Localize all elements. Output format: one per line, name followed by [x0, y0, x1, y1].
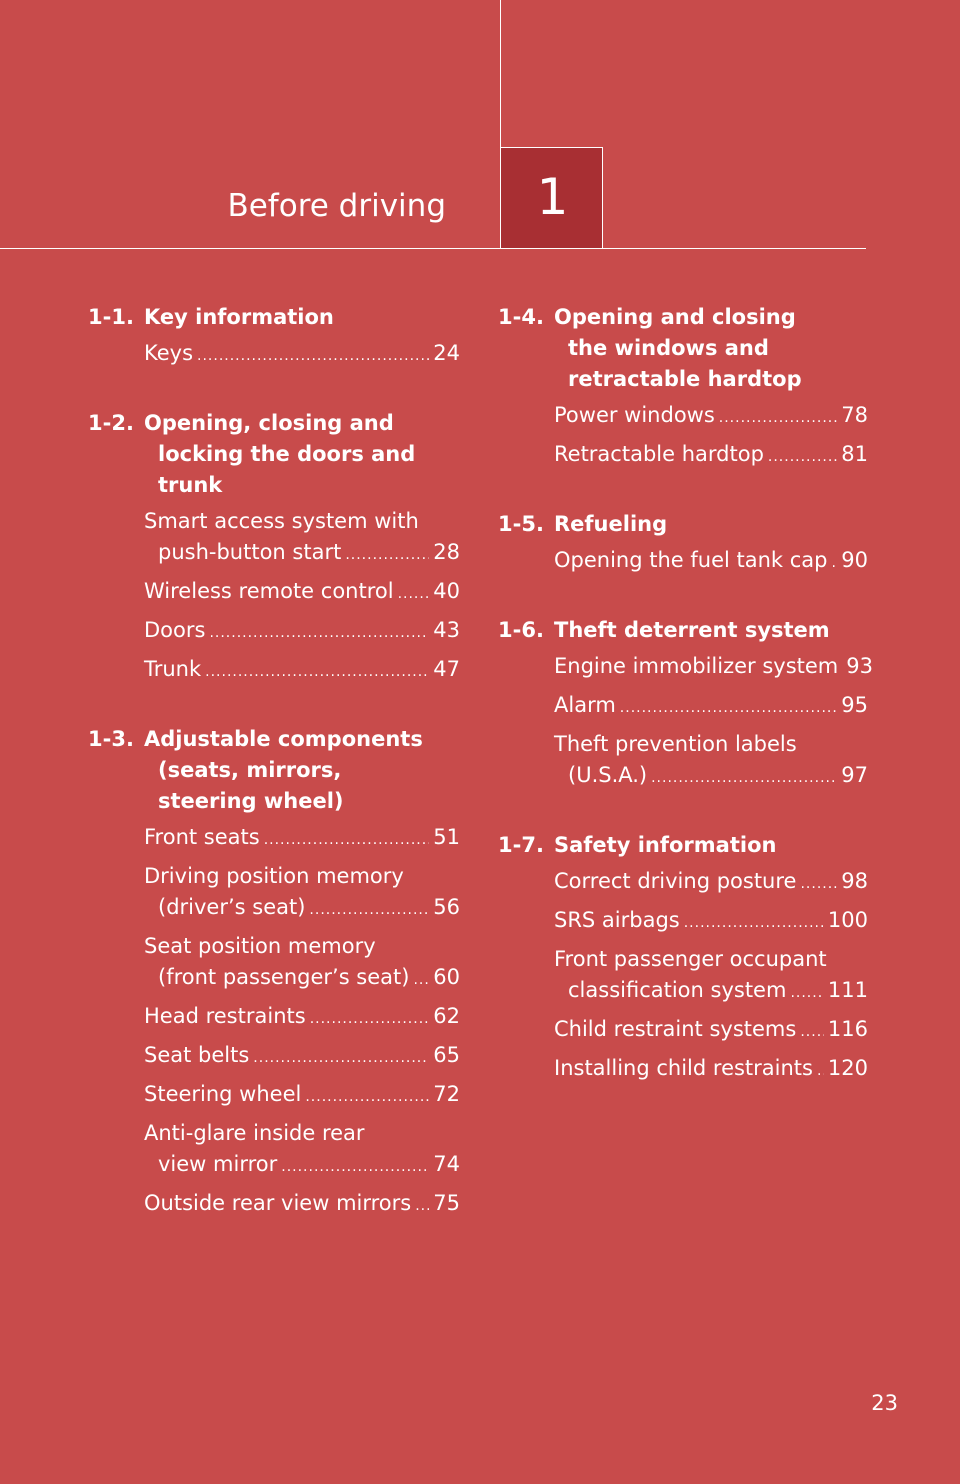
chapter-number: 1 — [536, 168, 569, 226]
toc-entry[interactable] — [144, 654, 460, 688]
entry-row — [144, 1001, 460, 1035]
section-title — [144, 408, 460, 501]
toc-entry[interactable] — [144, 615, 460, 649]
section-number: 1-6. — [498, 618, 544, 642]
section-title — [554, 830, 868, 861]
entry-text: Steering wheel — [144, 1082, 302, 1106]
section-number: 1-1. — [88, 305, 134, 329]
toc-section — [498, 509, 868, 579]
entry-text: Doors — [144, 618, 206, 642]
entry-row — [554, 866, 868, 900]
dot-leader — [800, 1017, 824, 1048]
entry-page-number: 47 — [433, 657, 460, 681]
section-number: 1-5. — [498, 512, 544, 536]
toc-section — [498, 302, 868, 473]
entry-text-line: Smart access system with — [144, 509, 419, 533]
toc-entry[interactable] — [554, 690, 868, 724]
entry-page-number: 75 — [433, 1191, 460, 1215]
entry-page-number: 62 — [433, 1004, 460, 1028]
entry-text: Installing child restraints — [554, 1056, 813, 1080]
entry-text: Engine immobilizer system — [554, 654, 839, 678]
dot-leader — [651, 763, 837, 794]
dot-leader — [281, 1152, 429, 1183]
entry-row — [144, 654, 460, 688]
dot-leader — [620, 693, 837, 724]
entry-page-number: 56 — [433, 895, 460, 919]
toc-section — [498, 830, 868, 1087]
section-heading — [498, 302, 868, 395]
dot-leader — [197, 341, 429, 372]
toc-entry[interactable] — [144, 506, 460, 571]
section-title-line: Theft deterrent system — [554, 618, 830, 642]
entry-text-line: Driving position memory — [144, 864, 404, 888]
chapter-number-box — [500, 147, 603, 249]
entry-text-line: Front passenger occupant — [554, 947, 827, 971]
toc-entry[interactable] — [144, 822, 460, 856]
entry-row — [554, 545, 868, 579]
section-title — [554, 509, 868, 540]
section-title-line: Refueling — [554, 512, 668, 536]
section-heading — [498, 615, 868, 646]
entry-row — [144, 576, 460, 610]
entry-row — [144, 1079, 460, 1113]
entry-page-number: 90 — [841, 548, 868, 572]
toc-entry[interactable] — [144, 861, 460, 926]
entry-text: (front passenger’s seat) — [158, 965, 410, 989]
dot-leader — [398, 579, 430, 610]
toc-entry[interactable] — [144, 1118, 460, 1183]
dot-leader — [768, 442, 837, 473]
toc-entry[interactable] — [144, 931, 460, 996]
entry-row — [554, 651, 873, 685]
entry-text: Retractable hardtop — [554, 442, 764, 466]
entry-text: Trunk — [144, 657, 202, 681]
toc-entry[interactable] — [144, 1040, 460, 1074]
entry-page-number: 72 — [433, 1082, 460, 1106]
toc-entry[interactable] — [554, 944, 868, 1009]
section-title-line: Opening, closing and — [144, 411, 394, 435]
entry-text: Alarm — [554, 693, 616, 717]
toc-entry[interactable] — [554, 1014, 868, 1048]
entry-page-number: 65 — [433, 1043, 460, 1067]
entry-page-number: 81 — [841, 442, 868, 466]
page-number: 23 — [871, 1391, 898, 1415]
toc-entry[interactable] — [144, 1188, 460, 1222]
entry-row — [144, 537, 460, 571]
section-title-line: Key information — [144, 305, 334, 329]
toc-entry[interactable] — [554, 1053, 868, 1087]
entry-page-number: 51 — [433, 825, 460, 849]
entry-row — [144, 822, 460, 856]
entry-page-number: 97 — [841, 763, 868, 787]
section-heading — [88, 408, 460, 501]
toc-entry[interactable] — [554, 651, 873, 685]
entry-text: view mirror — [158, 1152, 278, 1176]
entry-row — [554, 400, 868, 434]
entry-row — [554, 905, 868, 939]
toc-section — [88, 302, 460, 372]
section-heading — [88, 724, 460, 817]
entry-text: (driver’s seat) — [158, 895, 306, 919]
entry-page-number: 116 — [827, 1017, 868, 1041]
entry-text: Child restraint systems — [554, 1017, 797, 1041]
toc-entry[interactable] — [554, 905, 868, 939]
entry-row — [554, 975, 868, 1009]
entry-row — [144, 892, 460, 926]
section-title-line: trunk — [158, 473, 223, 497]
toc-section — [88, 408, 460, 688]
toc-entry[interactable] — [144, 338, 460, 372]
entry-page-number: 74 — [433, 1152, 460, 1176]
entry-text: push-button start — [158, 540, 342, 564]
toc-section — [498, 615, 873, 794]
entry-text: Outside rear view mirrors — [144, 1191, 412, 1215]
entry-text: Head restraints — [144, 1004, 306, 1028]
dot-leader — [309, 895, 429, 926]
dot-leader — [305, 1082, 429, 1113]
section-title — [144, 724, 460, 817]
entry-row — [144, 338, 460, 372]
dot-leader — [205, 657, 429, 688]
entry-page-number: 40 — [433, 579, 460, 603]
dot-leader — [817, 1056, 824, 1087]
dot-leader — [790, 978, 823, 1009]
section-heading — [88, 302, 460, 333]
section-title-line: steering wheel) — [158, 789, 344, 813]
entry-page-number: 28 — [433, 540, 460, 564]
entry-row — [554, 439, 868, 473]
dot-leader — [684, 908, 824, 939]
entry-text: Keys — [144, 341, 194, 365]
toc-entry[interactable] — [554, 400, 868, 434]
entry-text: Front seats — [144, 825, 260, 849]
header-horizontal-rule — [0, 248, 866, 249]
dot-leader — [310, 1004, 430, 1035]
dot-leader — [800, 869, 837, 900]
entry-text: Wireless remote control — [144, 579, 394, 603]
entry-text: SRS airbags — [554, 908, 680, 932]
entry-row — [144, 615, 460, 649]
entry-row — [144, 962, 460, 996]
header-vertical-rule — [500, 0, 501, 148]
toc-section — [88, 724, 460, 1222]
entry-page-number: 43 — [433, 618, 460, 642]
section-number: 1-4. — [498, 305, 544, 329]
dot-leader — [345, 540, 429, 571]
entry-page-number: 93 — [846, 654, 873, 678]
section-title-line: Opening and closing — [554, 305, 796, 329]
entry-text: Power windows — [554, 403, 715, 427]
entry-text-line: Seat position memory — [144, 934, 376, 958]
section-title-line: locking the doors and — [158, 442, 416, 466]
toc-entry[interactable] — [554, 439, 868, 473]
section-title — [144, 302, 460, 333]
entry-row — [554, 690, 868, 724]
section-number: 1-7. — [498, 833, 544, 857]
toc-entry[interactable] — [554, 866, 868, 900]
section-title — [554, 615, 868, 646]
entry-page-number: 98 — [841, 869, 868, 893]
toc-entry[interactable] — [144, 1001, 460, 1035]
section-title-line: Adjustable components — [144, 727, 423, 751]
toc-entry[interactable] — [144, 576, 460, 610]
toc-right-column — [498, 302, 873, 1123]
entry-text: Seat belts — [144, 1043, 250, 1067]
entry-row — [554, 760, 868, 794]
entry-row — [554, 1053, 868, 1087]
section-title-line: retractable hardtop — [568, 367, 802, 391]
entry-text: (U.S.A.) — [568, 763, 648, 787]
section-heading — [498, 830, 868, 861]
entry-text: classification system — [568, 978, 787, 1002]
toc-entry[interactable] — [554, 545, 868, 579]
section-number: 1-2. — [88, 411, 134, 435]
toc-entry[interactable] — [554, 729, 868, 794]
section-title — [554, 302, 868, 395]
dot-leader — [413, 965, 429, 996]
dot-leader — [415, 1191, 429, 1222]
section-number: 1-3. — [88, 727, 134, 751]
entry-row — [144, 1149, 460, 1183]
section-heading — [498, 509, 868, 540]
entry-page-number: 24 — [433, 341, 460, 365]
entry-page-number: 95 — [841, 693, 868, 717]
entry-row — [144, 1188, 460, 1222]
entry-row — [554, 1014, 868, 1048]
dot-leader — [209, 618, 429, 649]
dot-leader — [832, 548, 838, 579]
entry-text: Opening the fuel tank cap — [554, 548, 828, 572]
entry-page-number: 111 — [827, 978, 868, 1002]
section-title-line: (seats, mirrors, — [158, 758, 342, 782]
toc-left-column — [88, 302, 460, 1258]
entry-text-line: Theft prevention labels — [554, 732, 797, 756]
entry-page-number: 78 — [841, 403, 868, 427]
dot-leader — [719, 403, 837, 434]
section-title-line: the windows and — [568, 336, 769, 360]
entry-text: Correct driving posture — [554, 869, 797, 893]
entry-page-number: 100 — [827, 908, 868, 932]
section-title-line: Safety information — [554, 833, 777, 857]
entry-page-number: 60 — [433, 965, 460, 989]
dot-leader — [264, 825, 430, 856]
dot-leader — [253, 1043, 429, 1074]
entry-text-line: Anti-glare inside rear — [144, 1121, 365, 1145]
entry-page-number: 120 — [827, 1056, 868, 1080]
chapter-title: Before driving — [227, 188, 446, 224]
toc-entry[interactable] — [144, 1079, 460, 1113]
entry-row — [144, 1040, 460, 1074]
